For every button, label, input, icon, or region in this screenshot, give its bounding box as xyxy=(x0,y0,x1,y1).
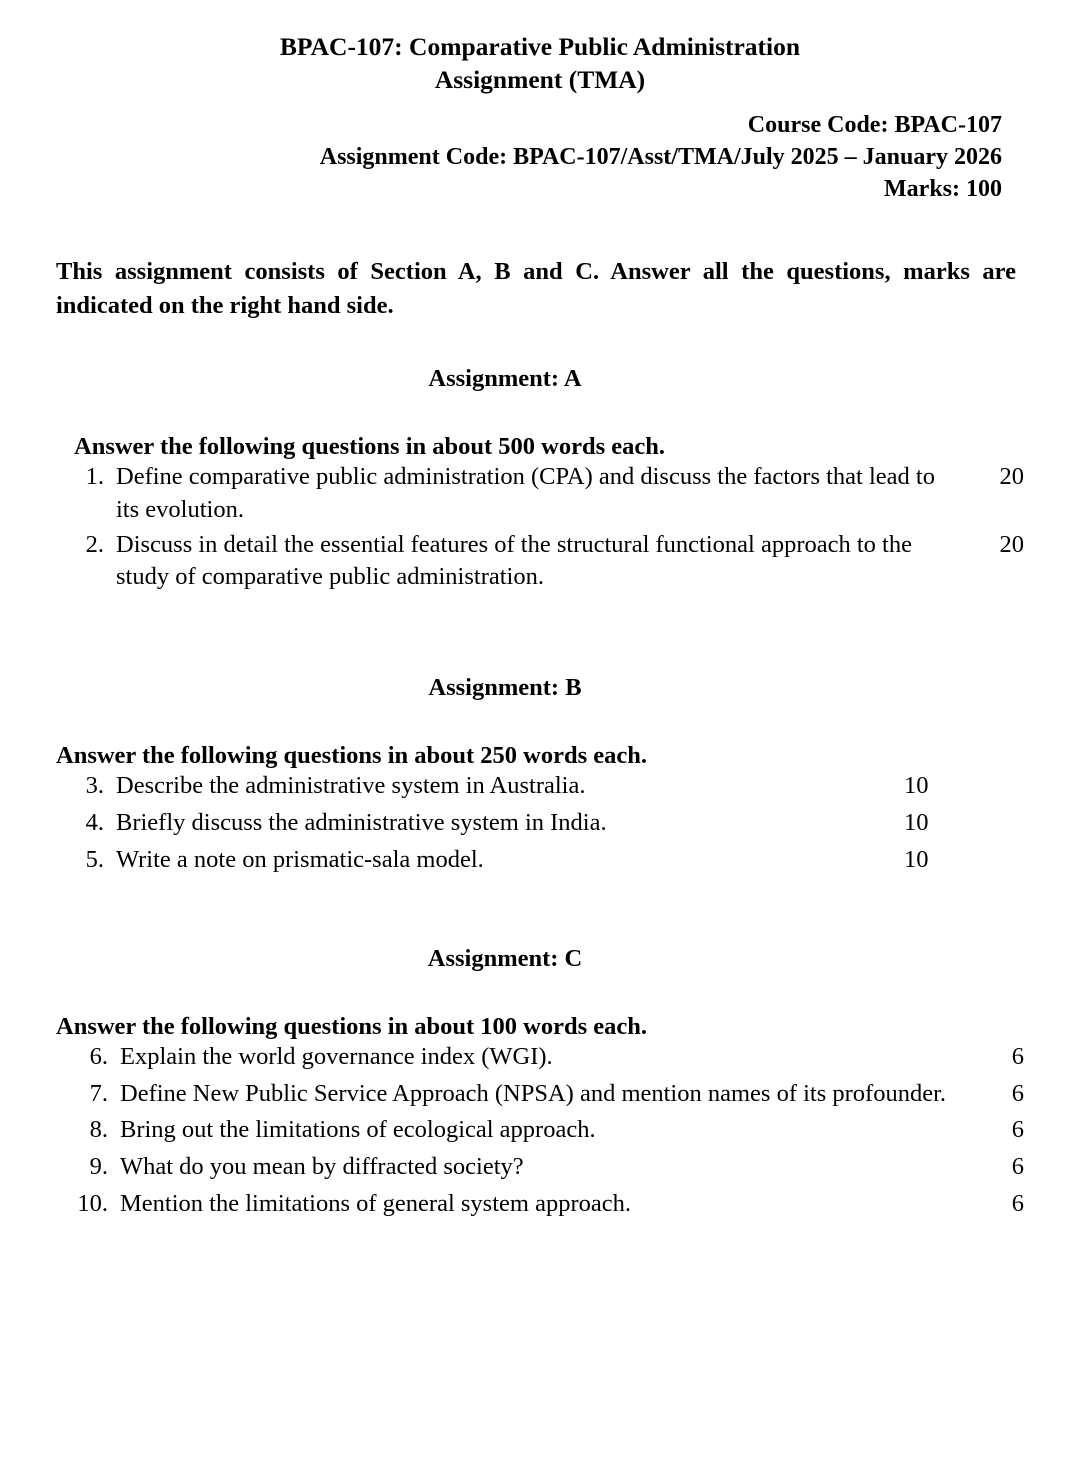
assignment-code: Assignment Code: BPAC-107/Asst/TMA/July 2025 – January 2026 xyxy=(319,143,1002,170)
question-list-b xyxy=(56,770,1024,876)
question-number: 7. xyxy=(89,1079,108,1107)
document-title xyxy=(56,30,1024,96)
question-marks: 10 xyxy=(904,772,929,800)
question-marks: 10 xyxy=(904,845,929,873)
question-list-c xyxy=(56,1041,1024,1221)
question-text: Describe the administrative system in Australia. xyxy=(116,772,586,800)
question-number: 1. xyxy=(85,462,104,490)
question-item xyxy=(56,807,1024,840)
section-gap xyxy=(56,596,1024,632)
assignment-intro: This assignment consists of Section A, B and C. Answer all the questions, marks are indicated on the right hand side. xyxy=(56,258,1016,320)
question-text: Explain the world governance index (WGI). xyxy=(120,1042,553,1070)
question-text: What do you mean by diffracted society? xyxy=(120,1153,524,1181)
title-line-2: Assignment (TMA) xyxy=(434,65,646,95)
question-item xyxy=(56,1114,1024,1147)
question-marks: 20 xyxy=(999,462,1024,490)
question-marks: 20 xyxy=(999,530,1024,558)
question-item xyxy=(56,461,1024,527)
question-number: 5. xyxy=(85,845,104,873)
course-code: Course Code: BPAC-107 xyxy=(747,112,1002,139)
question-text: Define New Public Service Approach (NPSA) and mention names of its profounder. xyxy=(120,1079,947,1107)
total-marks: Marks: 100 xyxy=(884,175,1002,202)
question-text: Discuss in detail the essential features of the structural functional approach to the study of comparative public administration. xyxy=(116,530,912,591)
question-marks: 6 xyxy=(1011,1116,1024,1144)
section-gap xyxy=(56,881,1024,903)
question-item xyxy=(56,529,1024,595)
question-text: Bring out the limitations of ecological approach. xyxy=(120,1116,596,1144)
section-heading-b: Assignment: B xyxy=(428,674,582,702)
question-marks: 10 xyxy=(904,809,929,837)
question-number: 6. xyxy=(89,1042,108,1070)
question-item xyxy=(56,1188,1024,1221)
question-item xyxy=(56,844,1024,877)
question-item xyxy=(56,770,1024,803)
question-number: 3. xyxy=(85,772,104,800)
section-heading-a: Assignment: A xyxy=(428,364,582,392)
question-item xyxy=(56,1078,1024,1111)
document-meta xyxy=(56,110,1024,205)
question-marks: 6 xyxy=(1011,1153,1024,1181)
question-number: 9. xyxy=(89,1153,108,1181)
section-instruction-b: Answer the following questions in about 250 words each. xyxy=(56,742,648,770)
question-marks: 6 xyxy=(1011,1042,1024,1070)
question-item xyxy=(56,1041,1024,1074)
question-list-a xyxy=(56,461,1024,594)
question-text: Briefly discuss the administrative system in India. xyxy=(116,809,607,837)
section-instruction-c: Answer the following questions in about 100 words each. xyxy=(56,1012,648,1040)
question-number: 10. xyxy=(77,1190,108,1217)
section-instruction-a: Answer the following questions in about 500 words each. xyxy=(74,432,666,460)
question-marks: 6 xyxy=(1011,1079,1025,1107)
section-heading-c: Assignment: C xyxy=(427,944,583,972)
question-number: 2. xyxy=(85,530,104,558)
question-text: Define comparative public administration (CPA) and discuss the factors that lead to its evolution. xyxy=(116,462,935,523)
title-line-1: BPAC-107: Comparative Public Administration xyxy=(279,32,801,61)
question-text: Write a note on prismatic-sala model. xyxy=(116,845,484,873)
question-number: 8. xyxy=(89,1116,108,1144)
question-text: Mention the limitations of general system approach. xyxy=(120,1190,631,1217)
question-item xyxy=(56,1151,1024,1184)
question-number: 4. xyxy=(85,809,104,837)
question-marks: 6 xyxy=(1011,1190,1025,1217)
